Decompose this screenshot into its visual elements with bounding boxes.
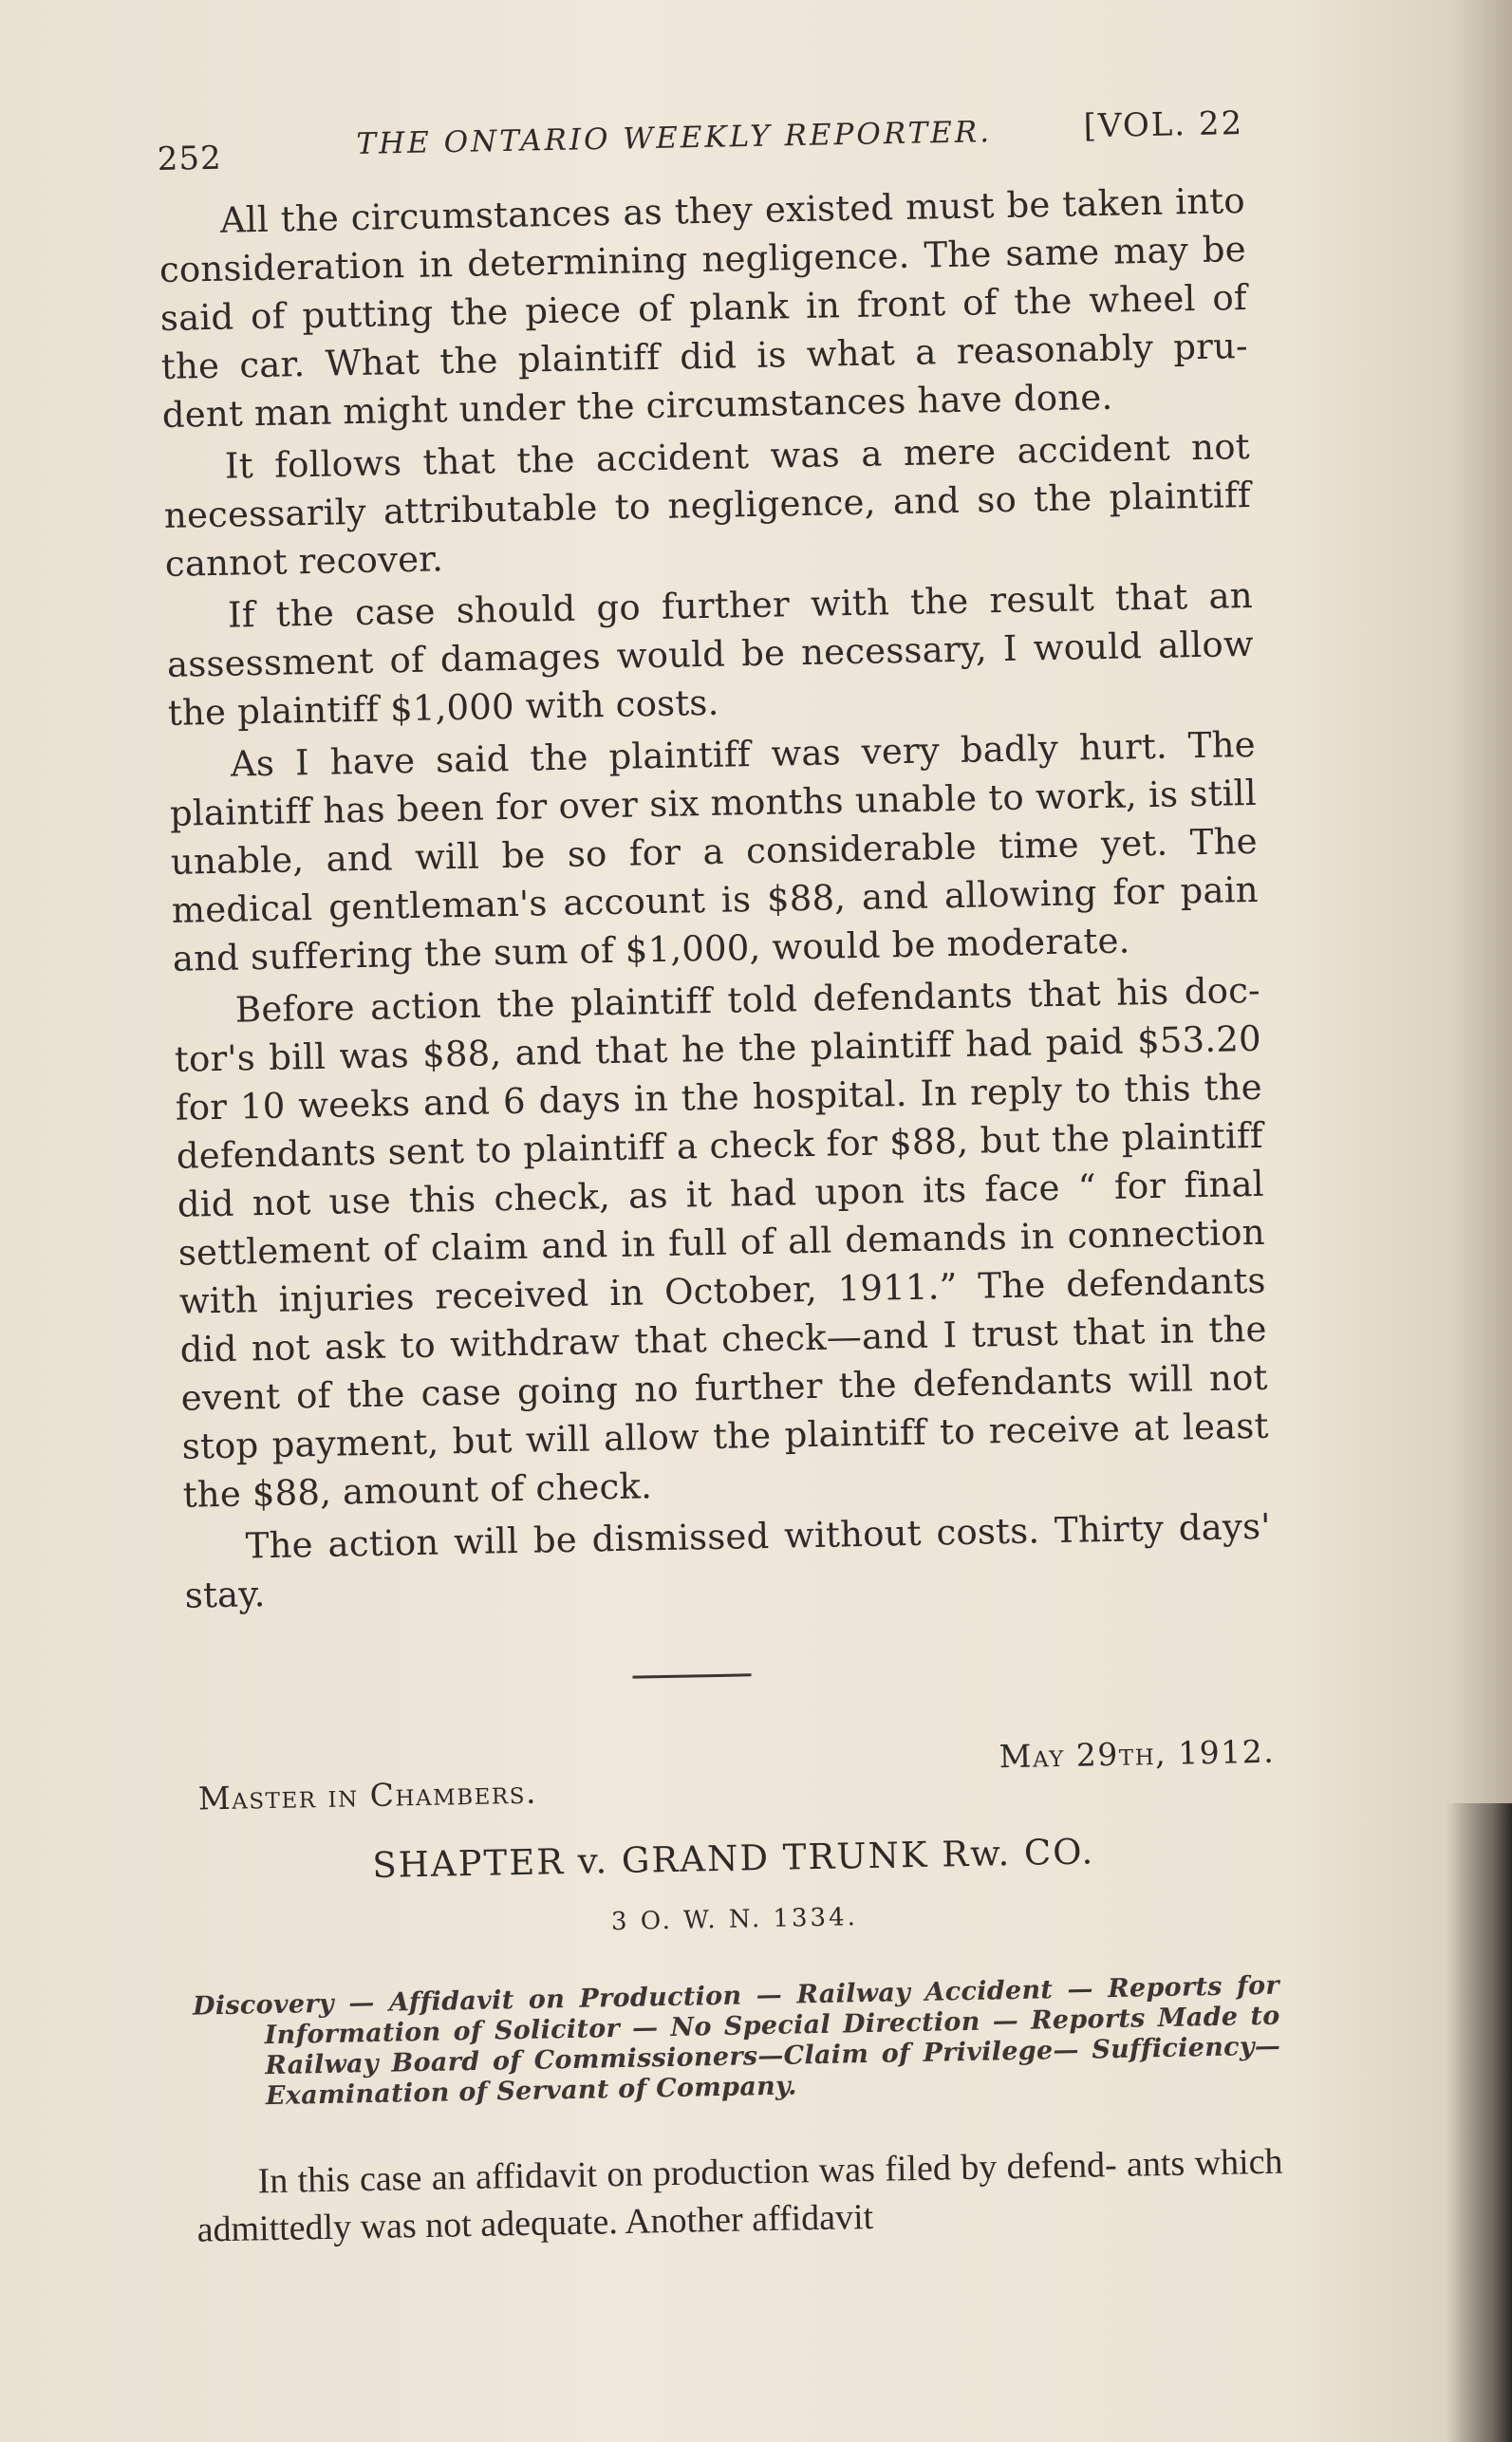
paragraph-check: Before action the plaintiff told defendants that his doc- tor's bill was $88, and that he the plaintiff had paid $53.20 for 10 weeks and 6 days in the hospital. In reply to this the defendants sent to plaintiff a check for $88, but the plaintiff did not use this check, as it had upon its face “ for final settlement of claim and in full of all demands in connection with injuries received in October, 1911.” The defendants did not ask to withdraw that check—and I trust that in the event of the case going no further the defendants will not stop payment, but will allow the plaintiff to receive at least the $88, amount of check. bbox=[174, 969, 1269, 1516]
running-head bbox=[157, 103, 1244, 180]
paragraph-accident: It follows that the accident was a mere accident not necessarily attributable to negligence, and so the plaintiff cannot recover. bbox=[163, 425, 1252, 585]
case-headnote: Discovery — Affidavit on Production — Railway Accident — Reports for Information of Solicitor — No Special Direction — Reports Made to Railway Board of Commissioners—Claim of Privilege— Sufficiency—Examination of Servant of Company. bbox=[192, 1970, 1281, 2112]
paragraph-circumstances: All the circumstances as they existed must be taken into consideration in determining negligence. The same may be said of putting the piece of plank in front of the wheel of the car. What the plaintiff did is what a reasonably pru- dent man might under the circumstances have done. bbox=[159, 180, 1249, 436]
volume-number: [VOL. 22 bbox=[1083, 104, 1244, 146]
journal-title: THE ONTARIO WEEKLY REPORTER. bbox=[356, 115, 993, 161]
section-divider bbox=[632, 1673, 751, 1678]
case-date: May 29th, 1912. bbox=[999, 1732, 1276, 1776]
court-name: Master in Chambers. bbox=[197, 1773, 538, 1818]
paragraph-injury: As I have said the plaintiff was very badly hurt. The plaintiff has been for over six months unable to work, is still unable, and will be so for a considerable time yet. The medical gentleman's account is $88, and allowing for pain and suffering the sum of $1,000, would be moderate. bbox=[169, 723, 1260, 979]
page-number: 252 bbox=[157, 139, 223, 178]
binding-shadow bbox=[1446, 1803, 1512, 2442]
case-title: SHAPTER v. GRAND TRUNK Rw. CO. bbox=[371, 1831, 1095, 1886]
case-citation: 3 O. W. N. 1334. bbox=[610, 1903, 859, 1937]
case-court-line bbox=[188, 1732, 1276, 1818]
paragraph-assessment: If the case should go further with the result that an assessment of damages would be necessary, I would allow the plaintiff $1,000 with costs. bbox=[166, 574, 1255, 734]
text-column bbox=[157, 103, 1284, 2254]
paragraph-dismissal: The action will be dismissed without costs. Thirty days' stay. bbox=[184, 1505, 1272, 1616]
case-body-paragraph: In this case an affidavit on production was filed by defend- ants which admittedly was not adequate. Another affidavit bbox=[196, 2141, 1283, 2250]
